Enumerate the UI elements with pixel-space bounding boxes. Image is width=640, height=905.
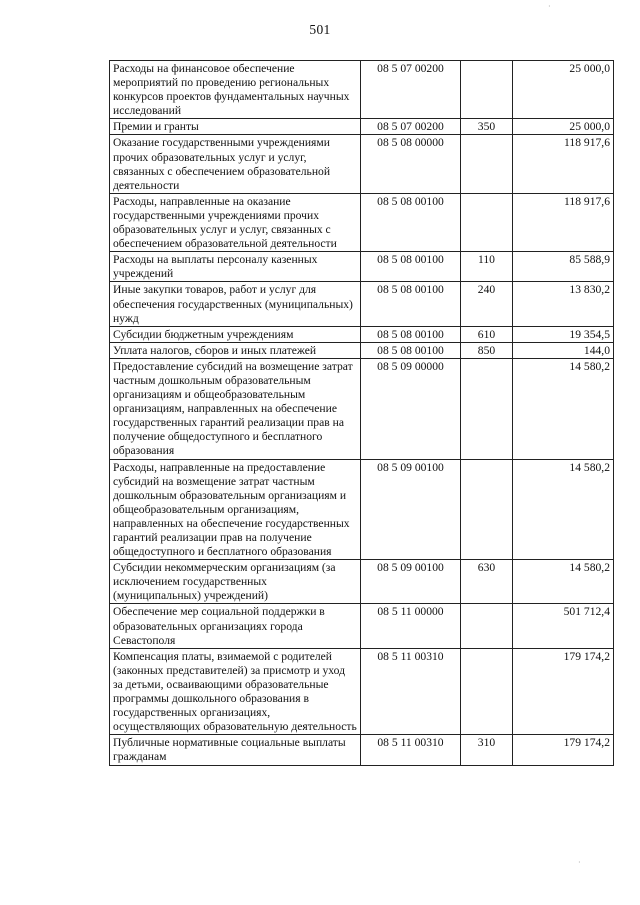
row-code-cell: 08 5 09 00100 bbox=[361, 560, 461, 604]
table-row bbox=[110, 61, 614, 119]
row-sum-cell: 14 580,2 bbox=[513, 358, 614, 459]
row-sum-cell: 118 917,6 bbox=[513, 193, 614, 251]
row-sum-cell: 179 174,2 bbox=[513, 735, 614, 765]
row-sum-cell: 25 000,0 bbox=[513, 61, 614, 119]
row-code-cell: 08 5 09 00100 bbox=[361, 459, 461, 560]
row-kind-cell: 110 bbox=[461, 252, 513, 282]
row-kind-cell: 310 bbox=[461, 735, 513, 765]
row-name-cell: Расходы на финансовое обеспечение мероприятий по проведению региональных конкурсов проектов фундаментальных научных исследований bbox=[110, 61, 361, 119]
scan-speck: · bbox=[578, 858, 581, 867]
row-kind-cell bbox=[461, 135, 513, 193]
table-row bbox=[110, 193, 614, 251]
table-row bbox=[110, 119, 614, 135]
row-sum-cell: 85 588,9 bbox=[513, 252, 614, 282]
row-code-cell: 08 5 07 00200 bbox=[361, 119, 461, 135]
row-sum-cell: 14 580,2 bbox=[513, 560, 614, 604]
table-row bbox=[110, 648, 614, 735]
table-row bbox=[110, 358, 614, 459]
table-row bbox=[110, 560, 614, 604]
row-name-cell: Иные закупки товаров, работ и услуг для обеспечения государственных (муниципальных) нужд bbox=[110, 282, 361, 326]
row-sum-cell: 118 917,6 bbox=[513, 135, 614, 193]
row-code-cell: 08 5 11 00000 bbox=[361, 604, 461, 648]
row-kind-cell bbox=[461, 604, 513, 648]
row-kind-cell: 240 bbox=[461, 282, 513, 326]
row-kind-cell: 850 bbox=[461, 342, 513, 358]
row-name-cell: Расходы, направленные на предоставление субсидий на возмещение затрат частным дошкольным образовательным организациям и общеобразовательным организациям, направленных на обеспечение государственных гарантий реализации прав на получение общедоступного и бесплатного образования bbox=[110, 459, 361, 560]
table-row bbox=[110, 459, 614, 560]
row-kind-cell bbox=[461, 193, 513, 251]
row-sum-cell: 25 000,0 bbox=[513, 119, 614, 135]
row-kind-cell: 630 bbox=[461, 560, 513, 604]
table-row bbox=[110, 282, 614, 326]
scan-speck: · bbox=[548, 2, 551, 11]
row-name-cell: Премии и гранты bbox=[110, 119, 361, 135]
table-row bbox=[110, 135, 614, 193]
row-kind-cell bbox=[461, 648, 513, 735]
row-sum-cell: 13 830,2 bbox=[513, 282, 614, 326]
budget-table bbox=[109, 60, 614, 766]
row-kind-cell bbox=[461, 61, 513, 119]
table-row bbox=[110, 326, 614, 342]
page-number: 501 bbox=[309, 22, 331, 37]
row-name-cell: Уплата налогов, сборов и иных платежей bbox=[110, 342, 361, 358]
row-name-cell: Расходы на выплаты персоналу казенных учреждений bbox=[110, 252, 361, 282]
row-code-cell: 08 5 08 00000 bbox=[361, 135, 461, 193]
row-name-cell: Расходы, направленные на оказание государственными учреждениями прочих образовательных услуг и услуг, связанных с обеспечением образовательной деятельности bbox=[110, 193, 361, 251]
row-name-cell: Оказание государственными учреждениями прочих образовательных услуг и услуг, связанных с обеспечением образовательной деятельности bbox=[110, 135, 361, 193]
row-name-cell: Обеспечение мер социальной поддержки в образовательных организациях города Севастополя bbox=[110, 604, 361, 648]
row-code-cell: 08 5 08 00100 bbox=[361, 193, 461, 251]
row-sum-cell: 501 712,4 bbox=[513, 604, 614, 648]
row-code-cell: 08 5 09 00000 bbox=[361, 358, 461, 459]
table-row bbox=[110, 252, 614, 282]
row-code-cell: 08 5 08 00100 bbox=[361, 326, 461, 342]
row-kind-cell bbox=[461, 459, 513, 560]
row-sum-cell: 144,0 bbox=[513, 342, 614, 358]
row-kind-cell: 610 bbox=[461, 326, 513, 342]
row-name-cell: Компенсация платы, взимаемой с родителей (законных представителей) за присмотр и уход за детьми, осваивающими образовательные программы дошкольного образования в государственных организациях, осуществляющих образовательную деятельность bbox=[110, 648, 361, 735]
row-kind-cell: 350 bbox=[461, 119, 513, 135]
table-row bbox=[110, 604, 614, 648]
row-code-cell: 08 5 08 00100 bbox=[361, 252, 461, 282]
row-code-cell: 08 5 08 00100 bbox=[361, 282, 461, 326]
row-name-cell: Субсидии некоммерческим организациям (за исключением государственных (муниципальных) учреждений) bbox=[110, 560, 361, 604]
row-code-cell: 08 5 07 00200 bbox=[361, 61, 461, 119]
row-sum-cell: 19 354,5 bbox=[513, 326, 614, 342]
table-row bbox=[110, 342, 614, 358]
row-name-cell: Публичные нормативные социальные выплаты гражданам bbox=[110, 735, 361, 765]
table-row bbox=[110, 735, 614, 765]
row-name-cell: Субсидии бюджетным учреждениям bbox=[110, 326, 361, 342]
row-kind-cell bbox=[461, 358, 513, 459]
row-sum-cell: 179 174,2 bbox=[513, 648, 614, 735]
row-name-cell: Предоставление субсидий на возмещение затрат частным дошкольным образовательным организациям и общеобразовательным организациям, направленных на обеспечение государственных гарантий реализации прав на получение общедоступного и бесплатного образования bbox=[110, 358, 361, 459]
budget-table-body bbox=[110, 61, 614, 766]
row-sum-cell: 14 580,2 bbox=[513, 459, 614, 560]
row-code-cell: 08 5 11 00310 bbox=[361, 735, 461, 765]
row-code-cell: 08 5 11 00310 bbox=[361, 648, 461, 735]
row-code-cell: 08 5 08 00100 bbox=[361, 342, 461, 358]
